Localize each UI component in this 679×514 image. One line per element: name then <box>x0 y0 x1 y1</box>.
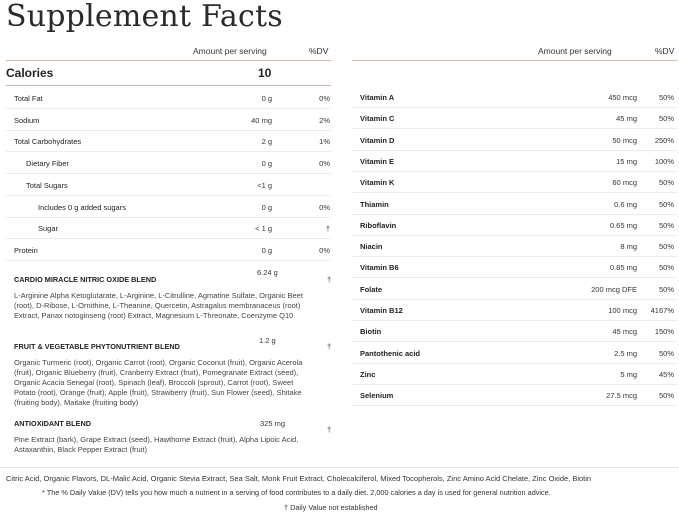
row-divider <box>352 320 677 321</box>
blend-amount: 1.2 g <box>259 336 276 345</box>
row-divider <box>352 299 677 300</box>
nutrient-label: Sodium <box>14 116 40 125</box>
nutrient-amount: < 1 g <box>255 224 272 233</box>
vitamin-amount: 50 mcg <box>612 136 637 145</box>
nutrient-amount: 40 mg <box>251 116 272 125</box>
row-divider <box>352 405 677 406</box>
vitamin-amount: 8 mg <box>620 242 637 251</box>
vitamin-dv: 150% <box>654 327 674 336</box>
vitamin-label: Vitamin K <box>360 178 395 187</box>
nutrient-dv: † <box>325 224 330 233</box>
vitamin-dv: 50% <box>658 263 674 272</box>
blend-amount: 6.24 g <box>257 268 278 277</box>
vitamin-dv: 50% <box>658 242 674 251</box>
vitamin-label: Vitamin E <box>360 157 395 166</box>
blend-ingredients: L-Arginine Alpha Ketoglutarate, L-Arginine, L-Citrulline, Agmatine Sulfate, Organic Beet (root), D-Ribose, L-Ornithine, L-Theanine, Quercetin, Astragalus membranaceus (root) Extract, Panax notoginseng (root) Extract, Magnesium L-Threonate, Coenzyme Q10 <box>14 291 303 320</box>
nutrient-dv: 2% <box>319 116 330 125</box>
vitamin-amount: 45 mg <box>616 114 637 123</box>
vitamin-dv: 50% <box>658 391 674 400</box>
nutrient-amount: 0 g <box>261 246 272 255</box>
row-divider <box>6 238 331 239</box>
vitamin-amount: 15 mg <box>616 157 637 166</box>
row-divider <box>352 107 677 108</box>
vitamin-dv: 50% <box>658 349 674 358</box>
left-amount-header: Amount per serving <box>193 46 267 56</box>
vitamin-label: Vitamin B6 <box>360 263 399 272</box>
dagger-note: † Daily Value not established <box>284 503 378 512</box>
vitamin-dv: 50% <box>658 178 674 187</box>
calories-label: Calories <box>6 66 54 80</box>
nutrient-amount: 0 g <box>261 94 272 103</box>
vitamin-dv: 45% <box>658 370 674 379</box>
vitamin-label: Vitamin D <box>360 136 395 145</box>
left-dv-header: %DV <box>309 46 329 56</box>
nutrient-label: Total Carbohydrates <box>14 137 82 146</box>
nutrient-label: Dietary Fiber <box>26 159 69 168</box>
vitamin-label: Pantothenic acid <box>360 349 421 358</box>
vitamin-amount: 45 mcg <box>612 327 637 336</box>
nutrient-dv: 0% <box>319 203 330 212</box>
left-header-rule <box>6 60 331 61</box>
row-divider <box>6 217 331 218</box>
vitamin-label: Vitamin A <box>360 93 395 102</box>
vitamin-dv: 50% <box>658 114 674 123</box>
nutrient-amount: 2 g <box>261 137 272 146</box>
vitamin-label: Biotin <box>360 327 382 336</box>
blend-name: FRUIT & VEGETABLE PHYTONUTRIENT BLEND <box>14 342 180 351</box>
vitamin-dv: 50% <box>658 93 674 102</box>
vitamin-amount: 0.65 mg <box>609 221 637 230</box>
row-divider <box>352 341 677 342</box>
blend-ingredients: Organic Turmeric (root), Organic Carrot (root), Organic Coconut (fruit), Organic Acerola (fruit), Organic Blueberry (fruit), Cranberry Extract (fruit), Pomegranate Extract (seed), Organic Acacia Senegal (root), Spinach (leaf), Broccoli (sprout), Carrot (root), Sweet Potato (root), Orange (fruit), Apple (fruit), Strawberry (fruit), Sun Flower (seed), Shitake (fruiting body), Maitake (fruiting body) <box>14 358 303 407</box>
blend-ingredients: Pine Extract (bark), Grape Extract (seed), Hawthorne Extract (fruit), Alpha Lipoic Acid, Astaxanthin, Black Pepper Extract (fruit) <box>14 435 299 454</box>
nutrient-label: Total Sugars <box>26 181 68 190</box>
footer-rule <box>0 467 679 468</box>
vitamin-dv: 4167% <box>650 306 674 315</box>
right-dv-header: %DV <box>655 46 675 56</box>
blend-dagger: † <box>327 425 332 434</box>
vitamin-amount: 450 mcg <box>608 93 637 102</box>
vitamin-label: Folate <box>360 285 383 294</box>
vitamin-amount: 5 mg <box>620 370 637 379</box>
row-divider <box>352 214 677 215</box>
row-divider <box>6 260 331 261</box>
row-divider <box>352 192 677 193</box>
calories-rule <box>6 85 331 86</box>
nutrient-dv: 1% <box>319 137 330 146</box>
vitamin-label: Vitamin C <box>360 114 395 123</box>
vitamin-amount: 100 mcg <box>608 306 637 315</box>
vitamin-amount: 2.5 mg <box>614 349 637 358</box>
blend-name: CARDIO MIRACLE NITRIC OXIDE BLEND <box>14 275 157 284</box>
vitamin-dv: 50% <box>658 285 674 294</box>
nutrient-dv: 0% <box>319 246 330 255</box>
row-divider <box>352 363 677 364</box>
vitamin-label: Riboflavin <box>360 221 397 230</box>
nutrient-dv: 0% <box>319 159 330 168</box>
row-divider <box>352 235 677 236</box>
row-divider <box>352 384 677 385</box>
blend-amount: 325 mg <box>260 419 286 428</box>
vitamin-amount: 0.6 mg <box>614 200 637 209</box>
vitamin-dv: 50% <box>658 221 674 230</box>
vitamin-amount: 0.85 mg <box>609 263 637 272</box>
nutrient-label: Protein <box>14 246 38 255</box>
other-ingredients: Citric Acid, Organic Flavors, DL-Malic Acid, Organic Stevia Extract, Sea Salt, Monk Fruit Extract, Cholecalciferol, Mixed Tocopherols, Zinc Amino Acid Chelate, Zinc Oxide, Biotin <box>6 474 592 483</box>
right-amount-header: Amount per serving <box>538 46 612 56</box>
row-divider <box>352 171 677 172</box>
vitamin-label: Niacin <box>360 242 383 251</box>
nutrient-label: Sugar <box>38 224 59 233</box>
vitamin-dv: 250% <box>654 136 674 145</box>
row-divider <box>6 130 331 131</box>
right-header-rule <box>352 60 677 61</box>
nutrient-amount: 0 g <box>261 159 272 168</box>
dv-note: * The % Daily Value (DV) tells you how much a nutrient in a serving of food contributes to a daily diet. 2,000 calories a day is used for general nutrition advice. <box>42 488 551 497</box>
calories-value: 10 <box>258 66 272 80</box>
row-divider <box>352 256 677 257</box>
blend-name: ANTIOXIDANT BLEND <box>14 419 92 428</box>
page-title: Supplement Facts <box>6 0 283 34</box>
vitamin-amount: 60 mcg <box>612 178 637 187</box>
vitamin-label: Selenium <box>360 391 394 400</box>
vitamin-amount: 200 mcg DFE <box>591 285 637 294</box>
nutrient-dv: 0% <box>319 94 330 103</box>
row-divider <box>352 150 677 151</box>
row-divider <box>6 195 331 196</box>
row-divider <box>352 128 677 129</box>
vitamin-label: Zinc <box>360 370 376 379</box>
row-divider <box>6 173 331 174</box>
row-divider <box>352 277 677 278</box>
vitamin-dv: 100% <box>654 157 674 166</box>
nutrient-label: Includes 0 g added sugars <box>38 203 126 212</box>
blend-dagger: † <box>327 275 332 284</box>
nutrient-amount: <1 g <box>257 181 272 190</box>
row-divider <box>6 151 331 152</box>
vitamin-label: Vitamin B12 <box>360 306 403 315</box>
nutrient-amount: 0 g <box>261 203 272 212</box>
vitamin-amount: 27.5 mcg <box>606 391 637 400</box>
vitamin-dv: 50% <box>658 200 674 209</box>
nutrient-label: Total Fat <box>14 94 43 103</box>
row-divider <box>6 108 331 109</box>
blend-dagger: † <box>327 342 332 351</box>
vitamin-label: Thiamin <box>360 200 389 209</box>
